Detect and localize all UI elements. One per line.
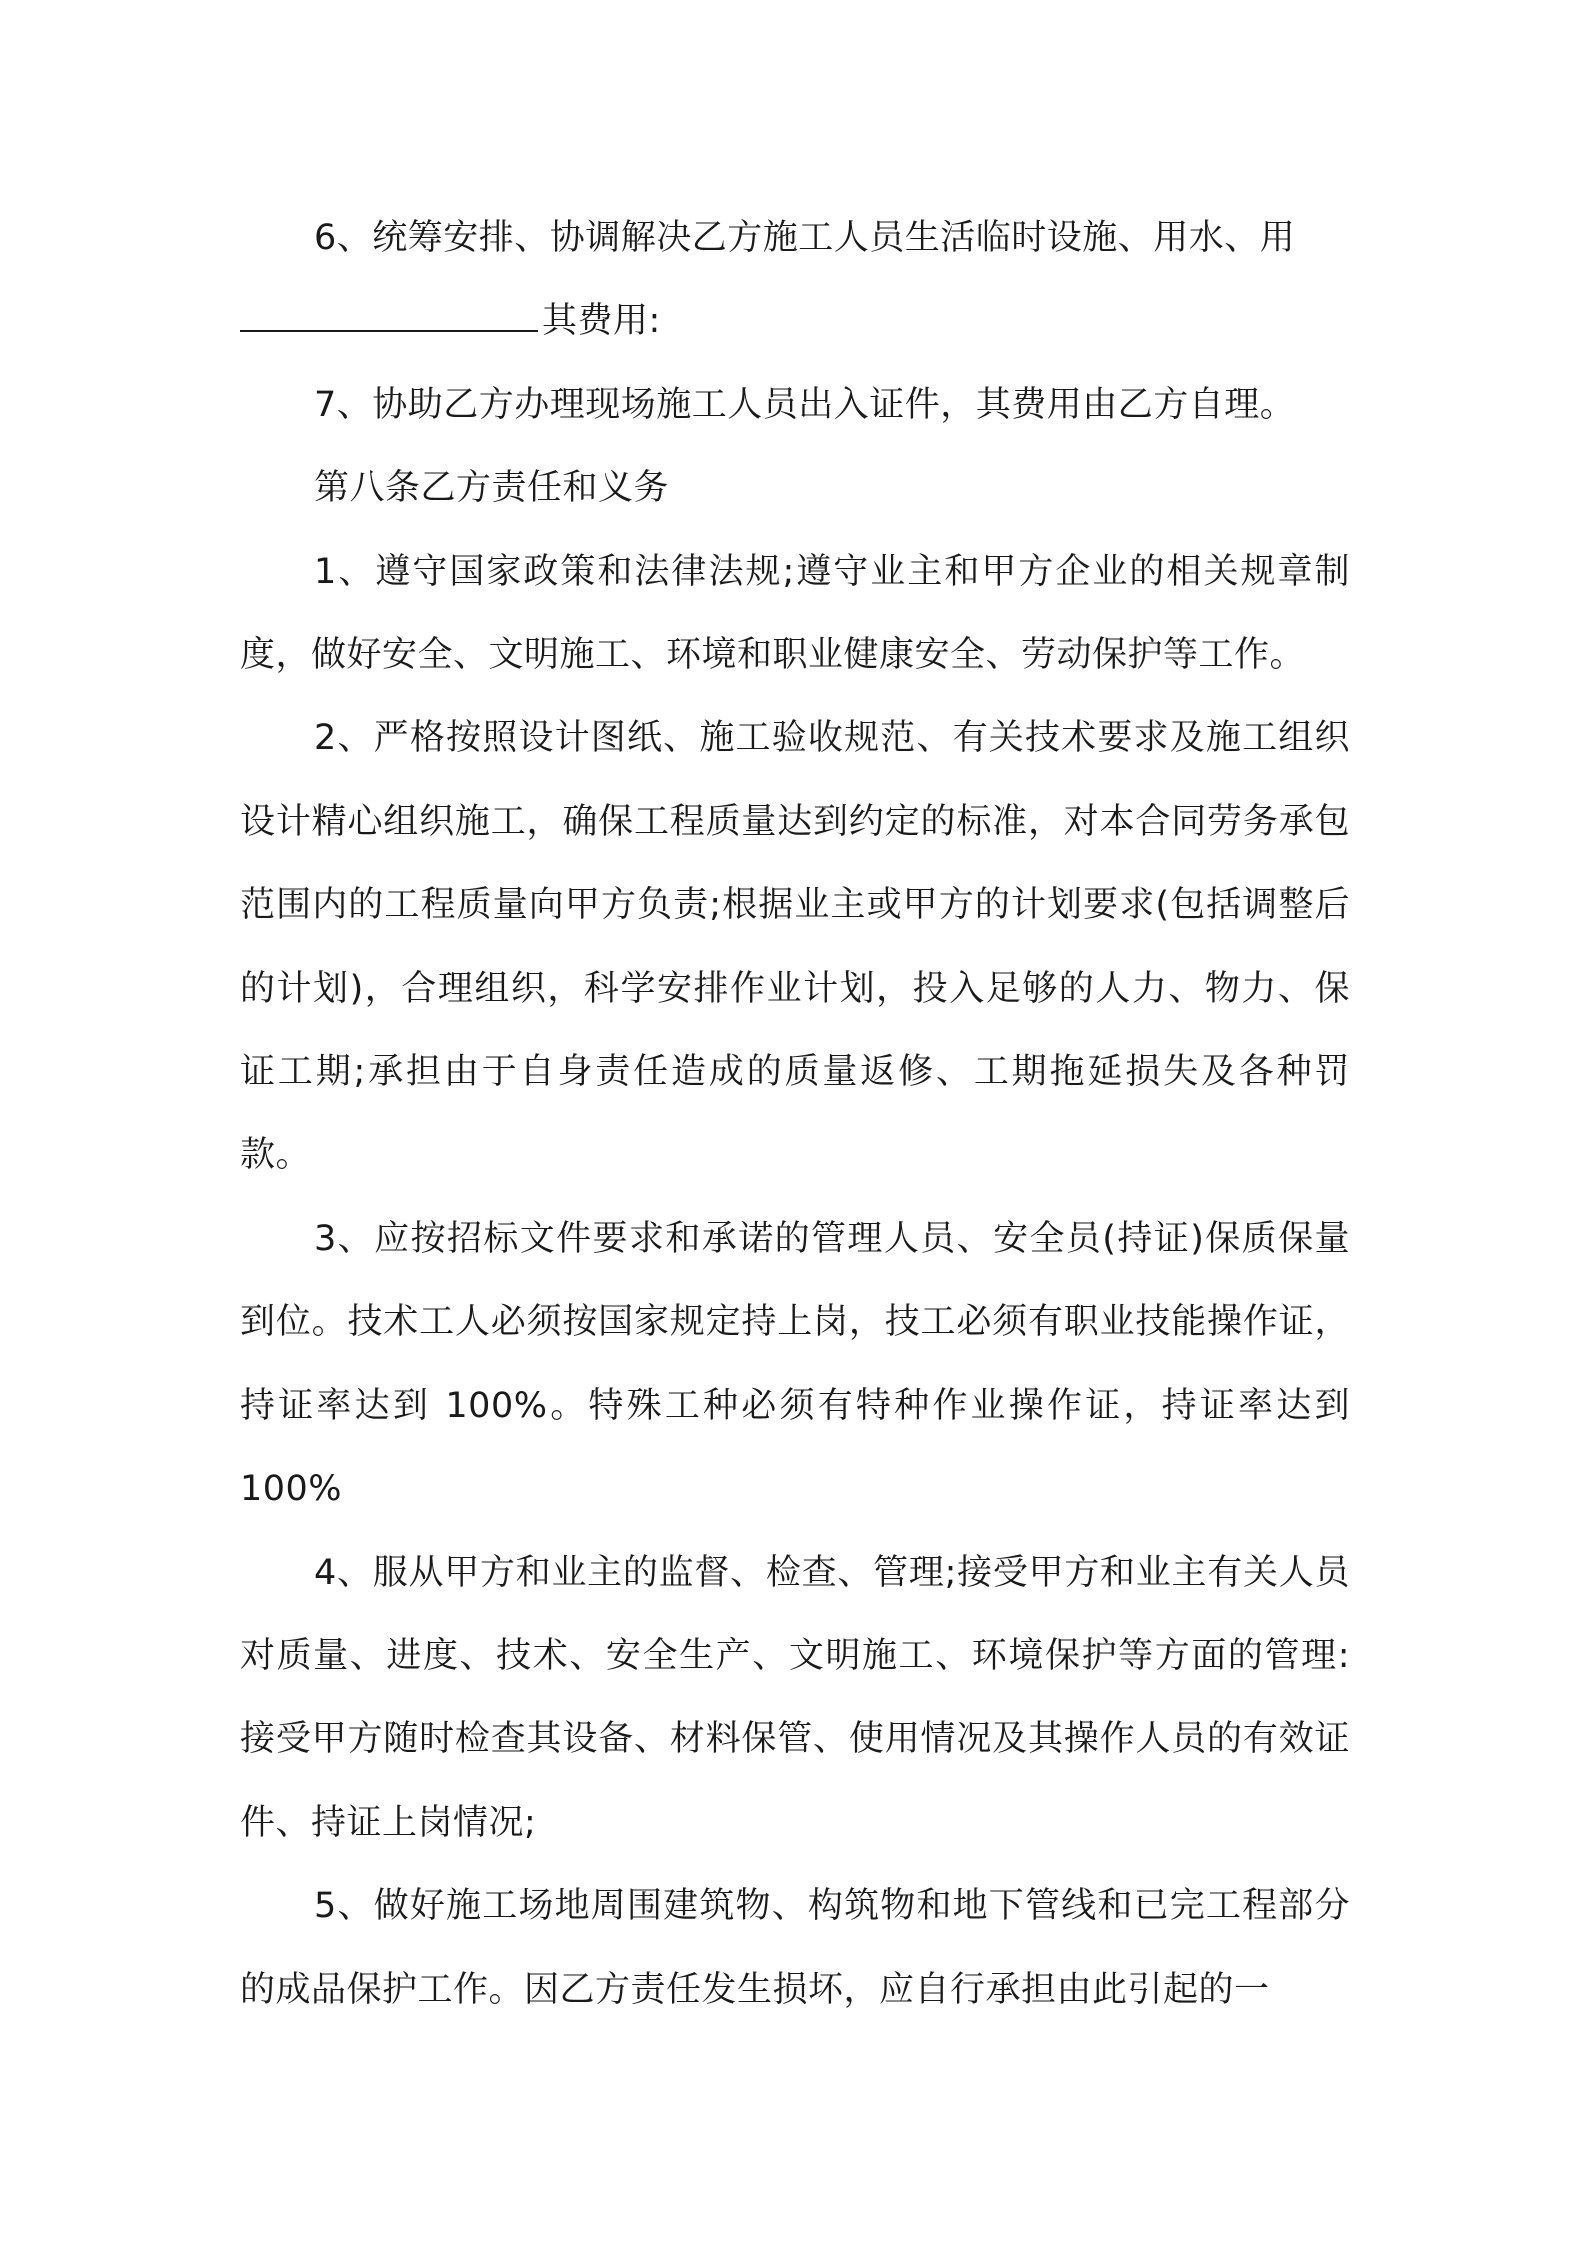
paragraph-duty-4: 4、服从甲方和业主的监督、检查、管理;接受甲方和业主有关人员对质量、进度、技术、安全生产、文明施工、环境保护等方面的管理:接受甲方随时检查其设备、材料保管、使用情况及其操作人员的有效证件、持证上岗情况; [240, 1552, 1350, 1843]
paragraph-item-7: 7、协助乙方办理现场施工人员出入证件，其费用由乙方自理。 [314, 384, 1296, 425]
paragraph-duty-1: 1、遵守国家政策和法律法规;遵守业主和甲方企业的相关规章制度，做好安全、文明施工、环境和职业健康安全、劳动保护等工作。 [240, 551, 1350, 676]
paragraph-duty-5: 5、做好施工场地周围建筑物、构筑物和地下管线和已完工程部分的成品保护工作。因乙方责任发生损坏，应自行承担由此引起的一 [240, 1886, 1350, 2010]
paragraph-item-6-tail: 其费用: [542, 301, 661, 342]
document-body [240, 197, 1350, 2032]
paragraph-duty-2: 2、严格按照设计图纸、施工验收规范、有关技术要求及施工组织设计精心组织施工，确保工程质量达到约定的标准，对本合同劳务承包范围内的工程质量向甲方负责;根据业主或甲方的计划要求(包括调整后的计划)，合理组织，科学安排作业计划，投入足够的人力、物力、保证工期;承担由于自身责任造成的质量返修、工期拖延损失及各种罚款。 [240, 718, 1350, 1176]
fill-in-blank [240, 300, 538, 332]
paragraph-item-6-continued [240, 280, 1350, 363]
paragraph-item-6: 6、统筹安排、协调解决乙方施工人员生活临时设施、用水、用 [314, 218, 1296, 258]
paragraph-duty-3: 3、应按招标文件要求和承诺的管理人员、安全员(持证)保质保量到位。技术工人必须按国家规定持上岗，技工必须有职业技能操作证，持证率达到 100%。特殊工种必须有特种作业操作证，持证率达到 100% [240, 1218, 1350, 1510]
article-8-heading: 第八条乙方责任和义务 [314, 468, 670, 509]
